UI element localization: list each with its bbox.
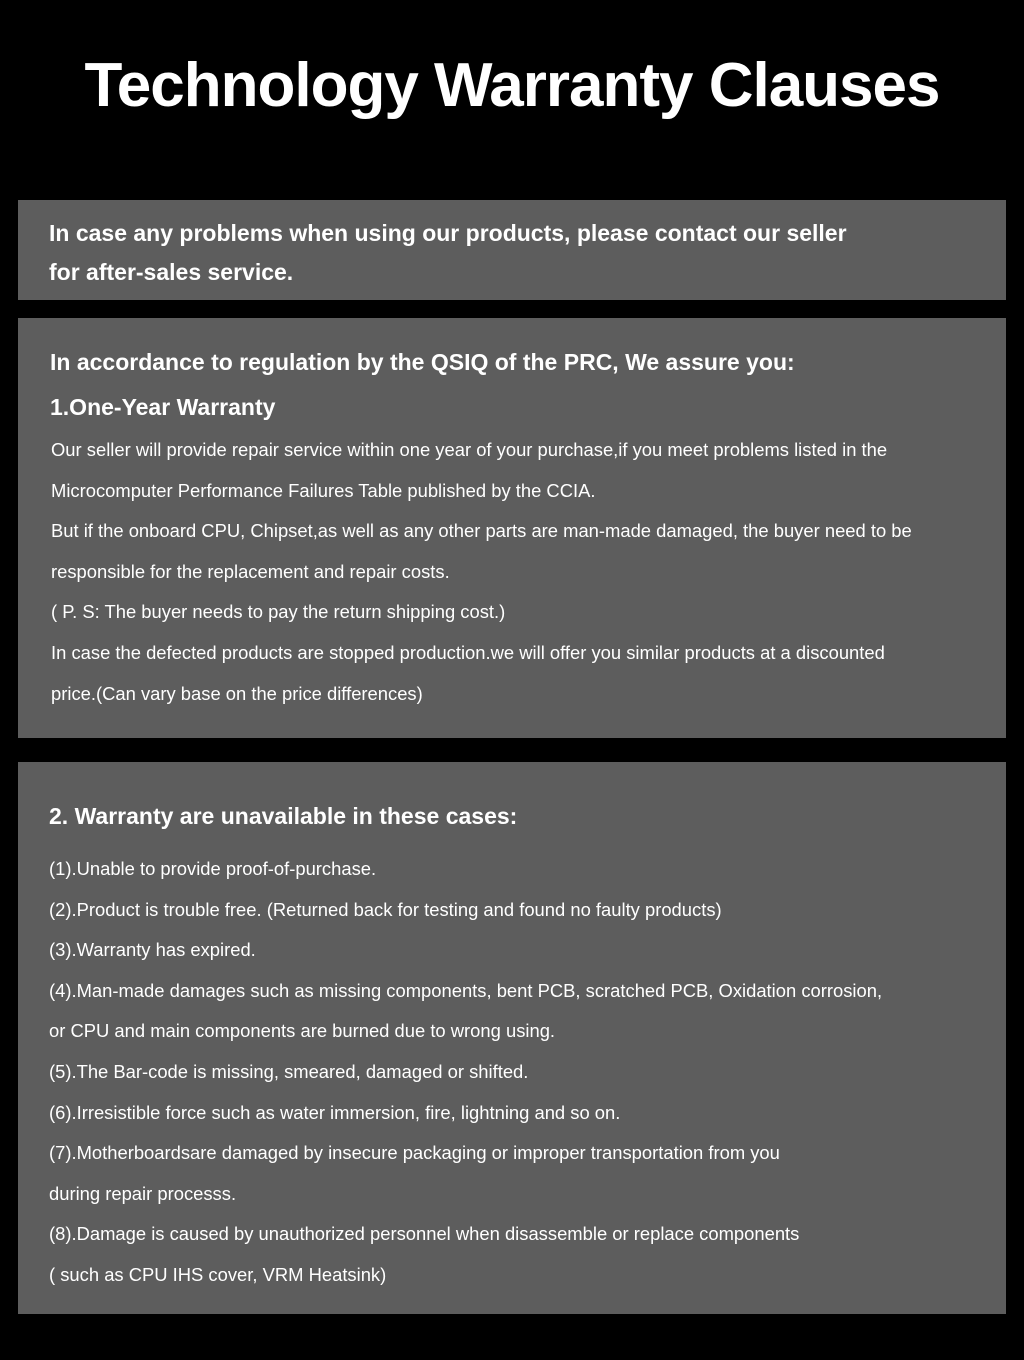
warranty-line: In case the defected products are stopped production.we will offer you similar products at a discounted — [51, 641, 885, 663]
after-sales-contact-panel — [18, 200, 1006, 300]
exclusion-item: (2).Product is trouble free. (Returned back for testing and found no faulty products) — [49, 898, 722, 920]
contact-line-2: for after-sales service. — [49, 259, 294, 285]
warranty-line: Microcomputer Performance Failures Table published by the CCIA. — [51, 479, 596, 501]
warranty-line: price.(Can vary base on the price differences) — [51, 682, 423, 704]
page-title: Technology Warranty Clauses — [84, 51, 940, 120]
one-year-warranty-panel — [18, 318, 1006, 738]
exclusion-item: during repair processs. — [49, 1182, 237, 1204]
warranty-intro: In accordance to regulation by the QSIQ of the PRC, We assure you: — [50, 349, 795, 375]
exclusions-heading: 2. Warranty are unavailable in these cases: — [49, 803, 518, 829]
exclusion-item: (8).Damage is caused by unauthorized personnel when disassemble or replace components — [49, 1223, 800, 1245]
exclusion-item: ( such as CPU IHS cover, VRM Heatsink) — [49, 1263, 387, 1285]
contact-line-1: In case any problems when using our products, please contact our seller — [49, 220, 847, 246]
exclusion-item: (3).Warranty has expired. — [49, 939, 256, 961]
exclusion-item: (1).Unable to provide proof-of-purchase. — [49, 858, 377, 879]
exclusion-item: (6).Irresistible force such as water immersion, fire, lightning and so on. — [49, 1101, 621, 1123]
exclusion-item: (5).The Bar-code is missing, smeared, damaged or shifted. — [49, 1060, 529, 1082]
warranty-line: But if the onboard CPU, Chipset,as well as any other parts are man-made damaged, the buyer need to be — [51, 520, 912, 542]
warranty-heading: 1.One-Year Warranty — [50, 394, 276, 420]
warranty-exclusions-panel — [18, 762, 1006, 1314]
warranty-line: ( P. S: The buyer needs to pay the return shipping cost.) — [51, 601, 506, 623]
exclusion-item: or CPU and main components are burned due to wrong using. — [49, 1020, 556, 1042]
exclusion-item: (7).Motherboardsare damaged by insecure packaging or improper transportation from you — [49, 1142, 780, 1164]
exclusion-item: (4).Man-made damages such as missing components, bent PCB, scratched PCB, Oxidation corrosion, — [49, 979, 883, 1001]
warranty-line: Our seller will provide repair service within one year of your purchase,if you meet problems listed in the — [51, 439, 888, 460]
warranty-line: responsible for the replacement and repair costs. — [51, 560, 450, 582]
